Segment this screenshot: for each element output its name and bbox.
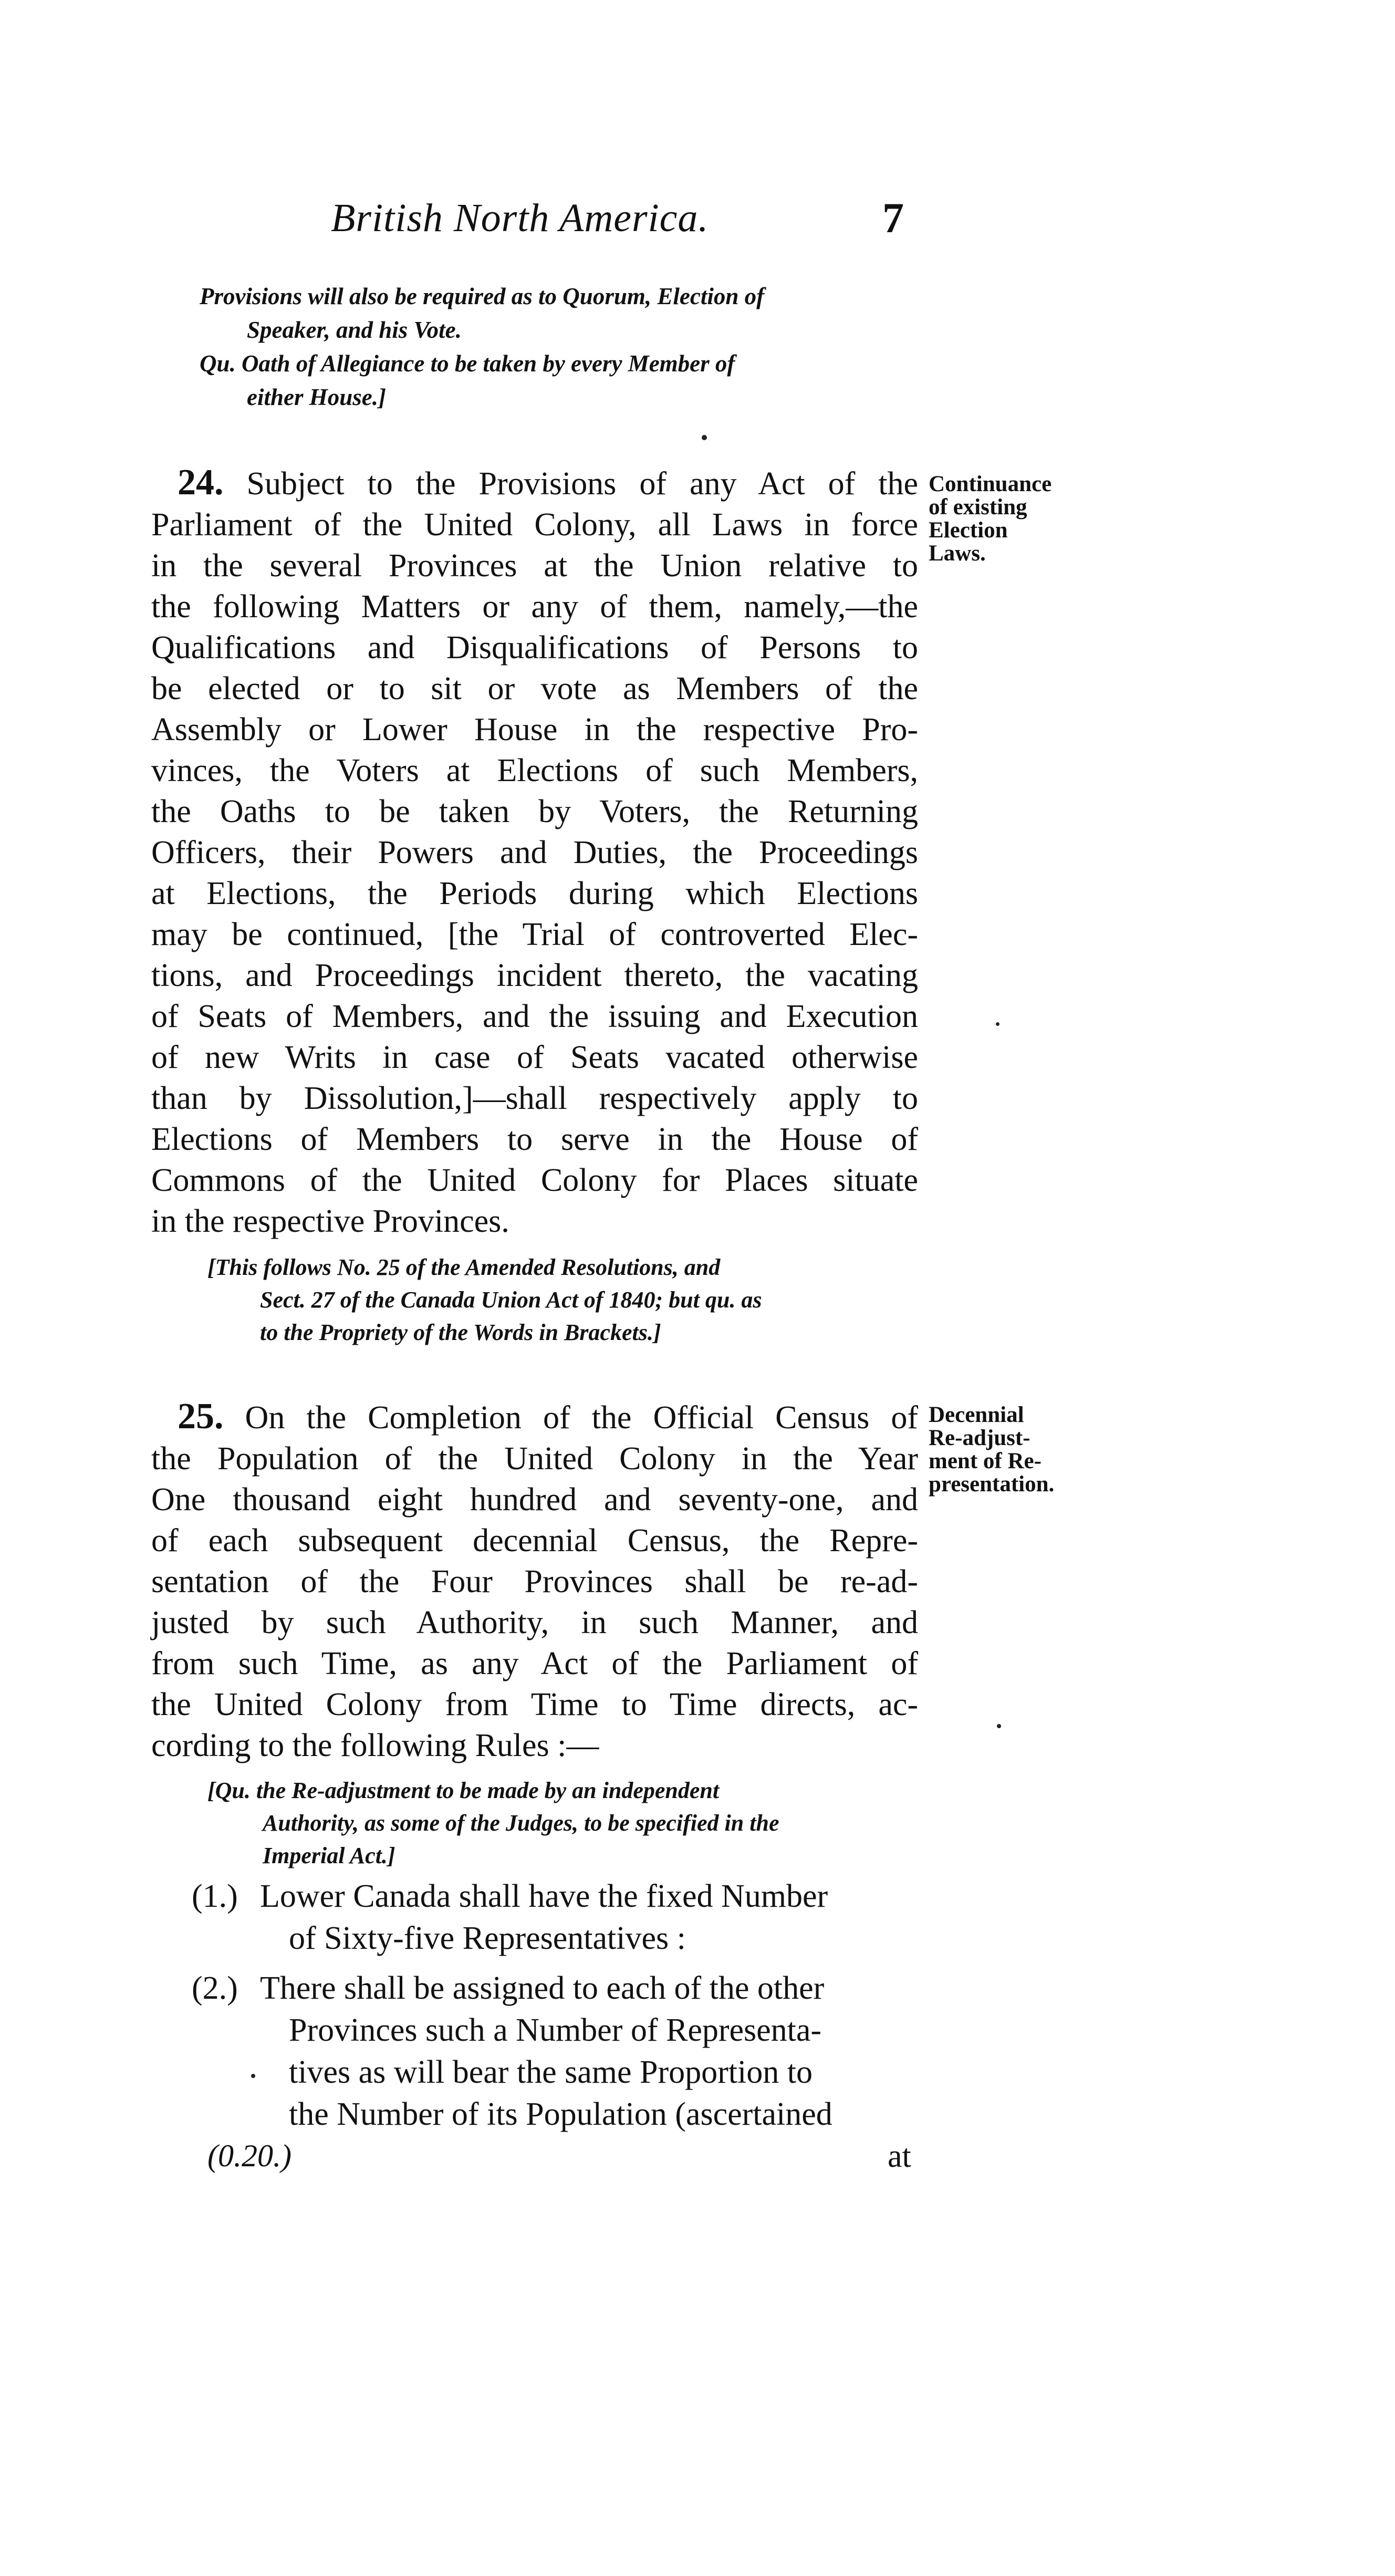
top-note-line: Qu. Oath of Allegiance to be taken by every Member of [200,350,735,377]
margin-note-line: presentation. [929,1472,1055,1497]
section-25-line: from such Time, as any Act of the Parliament of [151,1646,918,1681]
printer-signature: (0.20.) [207,2138,292,2173]
top-note-line: Provisions will also be required as to Quorum, Election of [200,283,765,309]
section-24-line: of Seats of Members, and the issuing and Execution [151,999,918,1034]
bracket-note-line: Authority, as some of the Judges, to be specified in the [263,1810,779,1836]
section-24-line: may be continued, [the Trial of controverted Elec- [151,917,918,952]
section-25-margin-note [929,1404,1054,1496]
section-24-line: Commons of the United Colony for Places situate [151,1162,918,1198]
rule-1-label: (1.) [192,1878,238,1914]
section-25-line: One thousand eight hundred and seventy-one, and [151,1482,918,1518]
section-25-body [151,1396,918,1766]
section-24-line: Qualifications and Disqualifications of Persons to [151,630,918,666]
section-25-line: the United Colony from Time to Time directs, ac- [151,1687,918,1722]
scan-speck [702,435,707,440]
section-24-number: 24. [178,462,224,503]
margin-note-line: of existing [929,495,1027,520]
section-25-line [151,1396,918,1438]
section-25-line: cording to the following Rules :— [151,1728,599,1763]
top-note-line: Speaker, and his Vote. [247,317,462,343]
scan-speck [997,1724,1001,1728]
section-24-line: at Elections, the Periods during which Elections [151,876,918,911]
section-25-line: of each subsequent decennial Census, the Repre- [151,1523,918,1559]
section-24-line: in the several Provinces at the Union relative to [151,548,918,584]
margin-note-line: Election [929,518,1008,543]
bracket-note-line: Sect. 27 of the Canada Union Act of 1840; but qu. as [260,1287,762,1313]
section-24-line: Parliament of the United Colony, all Laws in force [151,507,918,543]
section-25-line-text: On the Completion of the Official Census of [245,1400,918,1436]
section-25-line: sentation of the Four Provinces shall be re-ad- [151,1564,918,1599]
section-24-line [151,462,918,504]
section-24-line: be elected or to sit or vote as Members of the [151,671,918,707]
section-24-body [151,462,918,1242]
margin-note-line: Decennial [929,1403,1024,1427]
top-note [200,279,935,414]
catchword: at [888,2138,911,2174]
section-24-line: Officers, their Powers and Duties, the Proceedings [151,835,918,870]
section-24-line: the following Matters or any of them, namely,—the [151,589,918,625]
section-24-line: of new Writs in case of Seats vacated otherwise [151,1040,918,1075]
margin-note-line: ment of Re- [929,1449,1042,1473]
section-24-line: vinces, the Voters at Elections of such Members, [151,753,918,788]
rule-1-line: Lower Canada shall have the fixed Number [260,1878,828,1914]
section-25-line: justed by such Authority, in such Manner, and [151,1605,918,1640]
margin-note-line: Laws. [929,541,986,566]
section-25-line: the Population of the United Colony in the Year [151,1441,918,1477]
top-note-line: either House.] [247,384,386,410]
section-25-bracket-note [207,1774,779,1872]
rule-2-label: (2.) [192,1970,238,2006]
bracket-note-line: Imperial Act.] [263,1843,395,1868]
bracket-note-line: [This follows No. 25 of the Amended Resolutions, and [207,1254,721,1280]
rule-2 [192,1967,927,2135]
page-number: 7 [882,194,904,242]
scan-speck [251,2074,255,2078]
section-24-line: Assembly or Lower House in the respective Pro- [151,712,918,747]
rule-2-line: the Number of its Population (ascertained [289,2096,832,2132]
rule-2-line: Provinces such a Number of Representa- [289,2012,822,2048]
rule-2-line: tives as will bear the same Proportion to [289,2054,813,2090]
section-25-number: 25. [178,1396,224,1437]
rule-2-line: There shall be assigned to each of the other [260,1970,825,2006]
section-24-bracket-note [207,1251,762,1349]
bracket-note-line: [Qu. the Re-adjustment to be made by an independent [207,1778,720,1803]
section-24-line: tions, and Proceedings incident thereto, the vacating [151,958,918,993]
section-24-margin-note [929,473,1052,565]
margin-note-line: Continuance [929,472,1052,496]
bracket-note-line: to the Propriety of the Words in Brackets.] [260,1320,661,1345]
rule-1 [192,1875,927,1959]
margin-note-line: Re-adjust- [929,1426,1030,1450]
section-24-line-text: Subject to the Provisions of any Act of the [246,466,918,502]
section-24-line: the Oaths to be taken by Voters, the Returning [151,794,918,829]
running-title: British North America. [331,196,709,240]
scan-speck [996,1022,1000,1026]
rule-1-line: of Sixty-five Representatives : [289,1920,686,1956]
section-24-line: in the respective Provinces. [151,1203,509,1239]
section-24-line: Elections of Members to serve in the House of [151,1121,918,1157]
section-24-line: than by Dissolution,]—shall respectively apply to [151,1081,918,1116]
